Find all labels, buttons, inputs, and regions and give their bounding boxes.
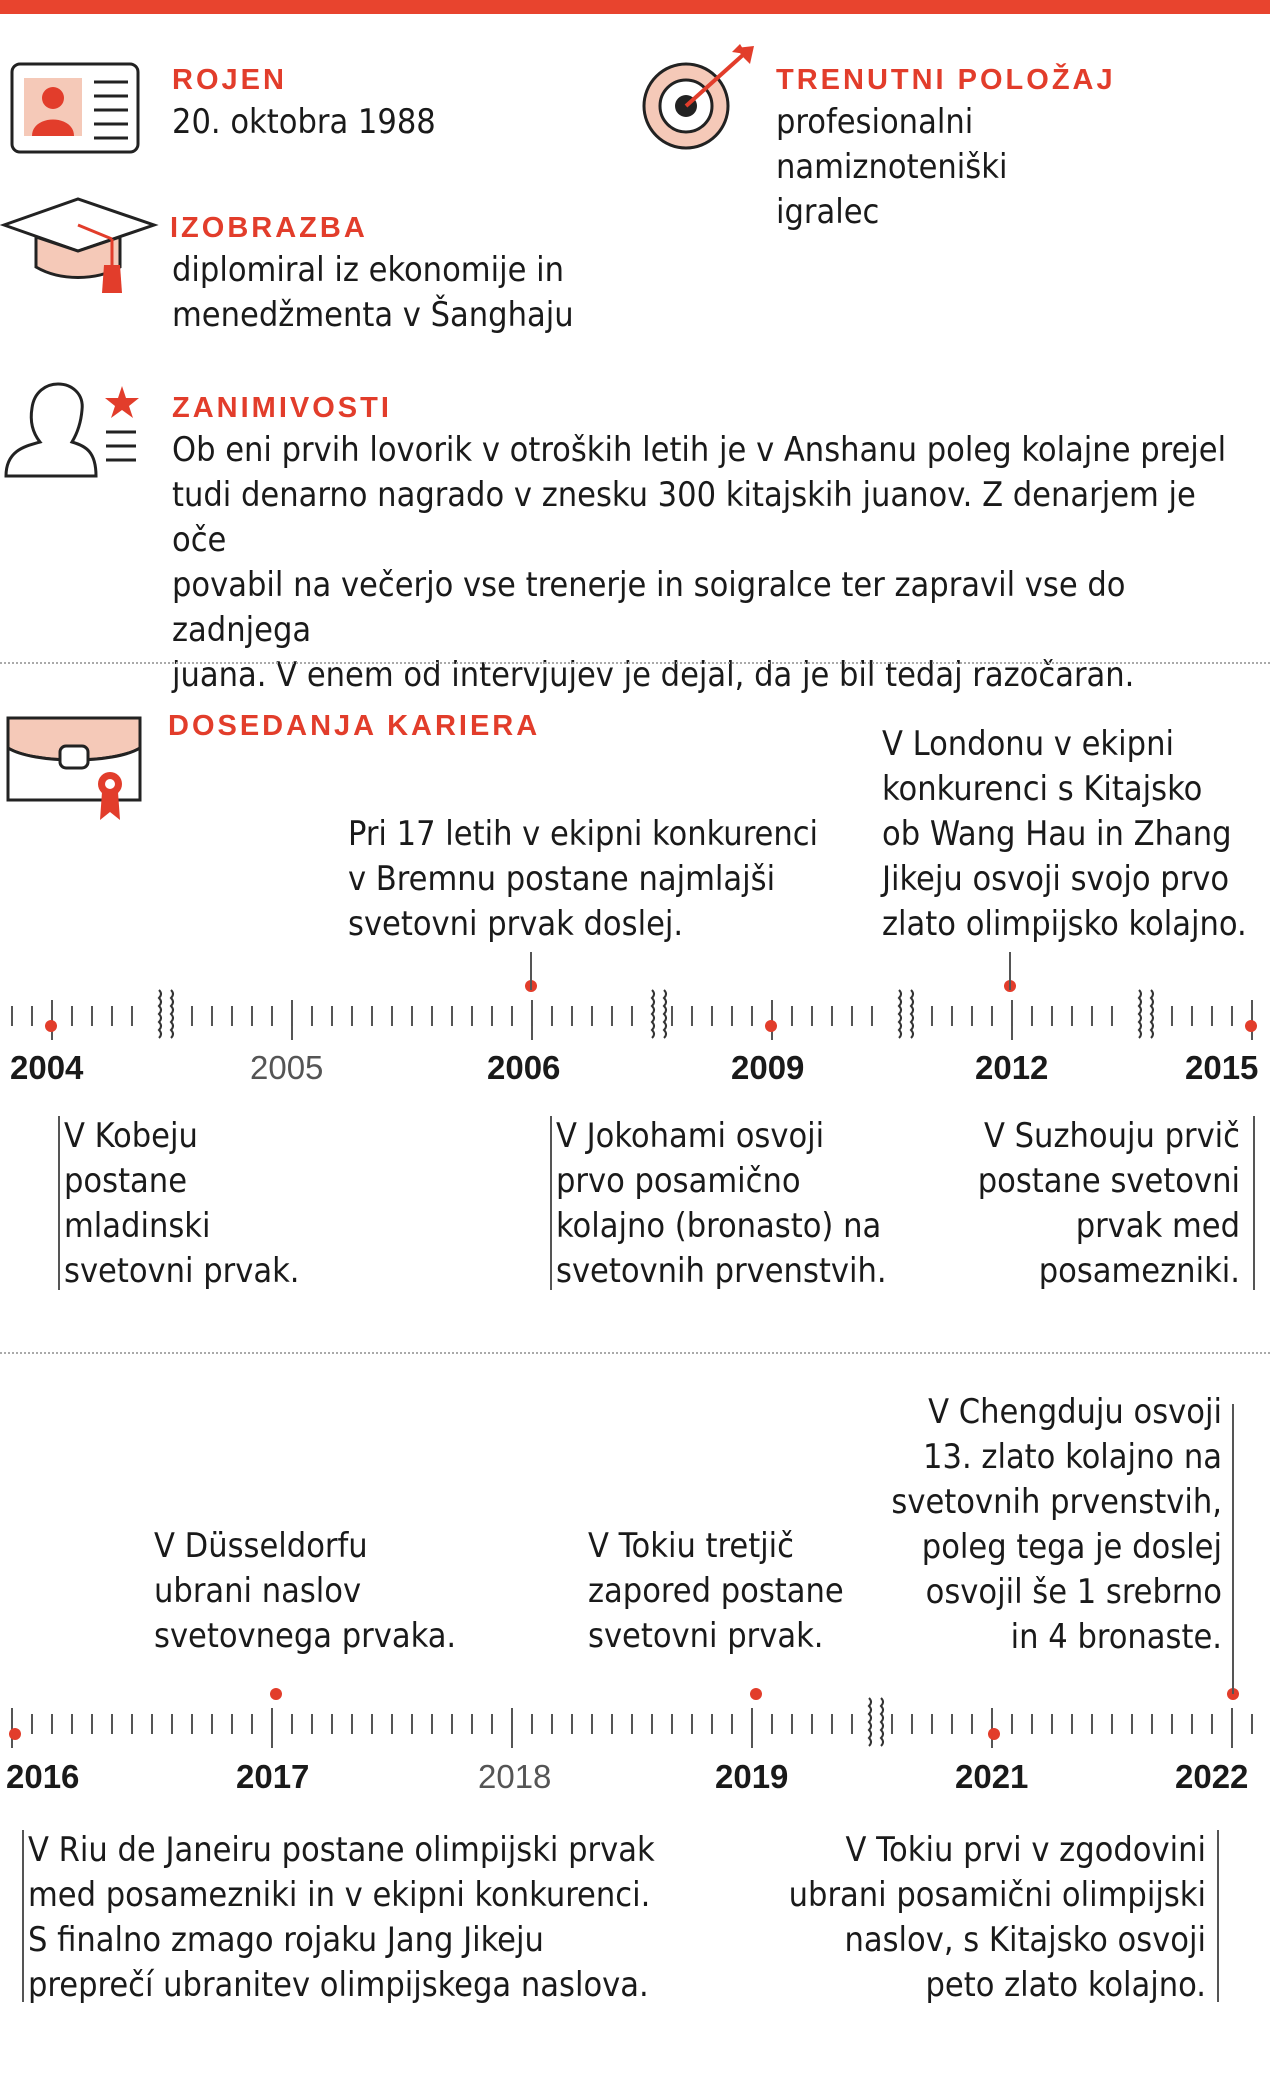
- id-card-icon: [10, 62, 140, 154]
- target-icon: [640, 44, 758, 154]
- education-label: IZOBRAZBA: [170, 212, 368, 244]
- top-accent-bar: [0, 0, 1270, 14]
- position-label: TRENUTNI POLOŽAJ: [776, 64, 1116, 96]
- year-label: 2009: [731, 1049, 805, 1086]
- axis-break-mark: [881, 1698, 883, 1746]
- leader-line: [1009, 952, 1011, 990]
- axis-break-mark: [911, 990, 913, 1038]
- year-label: 2022: [1175, 1758, 1249, 1795]
- leader-line: [550, 1116, 552, 1290]
- axis-break-mark: [171, 990, 173, 1038]
- year-label: 2018: [478, 1758, 552, 1795]
- timeline-dot-2009: [765, 1020, 777, 1032]
- year-label: 2012: [975, 1049, 1049, 1086]
- year-label: 2015: [1185, 1049, 1259, 1086]
- timeline-dot-2016: [9, 1728, 21, 1740]
- axis-break-mark: [664, 990, 666, 1038]
- year-label: 2004: [10, 1049, 84, 1086]
- timeline-row-1: [0, 960, 1270, 1040]
- education-value: diplomiral iz ekonomije in menedžmenta v Šanghaju: [172, 250, 574, 335]
- axis-break-mark: [159, 990, 161, 1038]
- event-2021: V Tokiu prvi v zgodovini ubrani posamični olimpijski naslov, s Kitajsko osvoji peto zlato kolajno.: [788, 1830, 1206, 2005]
- timeline-row-2: [0, 1668, 1270, 1748]
- event-2016: V Riu de Janeiru postane olimpijski prvak med posamezniki in v ekipni konkurenci. S finalno zmago rojaku Jang Jikeju preprečí ubranitev olimpijskega naslova.: [28, 1830, 655, 2005]
- axis-break-mark: [899, 990, 901, 1038]
- event-2009: V Jokohami osvoji prvo posamično kolajno (bronasto) na svetovnih prvenstvih.: [556, 1116, 887, 1291]
- position-value: profesionalni namiznoteniški igralec: [776, 102, 1008, 232]
- event-2019: V Tokiu tretjič zapored postane svetovni prvak.: [588, 1526, 844, 1656]
- event-2017: V Düsseldorfu ubrani naslov svetovnega prvaka.: [154, 1526, 457, 1656]
- leader-line: [22, 1830, 24, 2002]
- event-2015: V Suzhouju prvič postane svetovni prvak med posamezniki.: [977, 1116, 1240, 1291]
- year-label: 2019: [715, 1758, 789, 1795]
- person-star-icon: [2, 380, 142, 480]
- year-label: 2005: [250, 1049, 324, 1086]
- year-label: 2016: [6, 1758, 80, 1795]
- born-label: ROJEN: [172, 64, 287, 96]
- event-2022: V Chengduju osvoji 13. zlato kolajno na svetovnih prvenstvih, poleg tega je doslej osvojil še 1 srebrno in 4 bronaste.: [891, 1392, 1222, 1657]
- event-2012: V Londonu v ekipni konkurenci s Kitajsko ob Wang Hau in Zhang Jikeju osvoji svojo prvo zlato olimpijsko kolajno.: [882, 724, 1247, 944]
- trivia-value: Ob eni prvih lovorik v otroških letih je v Anshanu poleg kolajne prejel tudi denarno nagrado v znesku 300 kitajskih juanov. Z denarjem je oče povabil na večerjo vse trenerje in soigralce ter zapravil vse do zadnjega juana. V enem od intervjujev je dejal, da je bil tedaj razočaran.: [172, 430, 1227, 695]
- timeline-dot-2015: [1245, 1020, 1257, 1032]
- timeline-dot-2019: [750, 1688, 762, 1700]
- timeline-dot-2017: [270, 1688, 282, 1700]
- trivia-label: ZANIMIVOSTI: [172, 392, 392, 424]
- leader-line: [530, 952, 532, 990]
- axis-break-mark: [869, 1698, 871, 1746]
- year-label: 2017: [236, 1758, 310, 1795]
- leader-line: [1217, 1830, 1219, 2002]
- born-value: 20. oktobra 1988: [172, 102, 436, 142]
- section-divider: [0, 1352, 1270, 1354]
- axis-break-mark: [1151, 990, 1153, 1038]
- timeline-dot-2021: [988, 1728, 1000, 1740]
- axis-break-mark: [1139, 990, 1141, 1038]
- leader-line: [58, 1116, 60, 1290]
- timeline-dot-2004: [45, 1020, 57, 1032]
- year-label: 2021: [955, 1758, 1029, 1795]
- graduation-cap-icon: [0, 195, 160, 295]
- event-2006: Pri 17 letih v ekipni konkurenci v Bremnu postane najmlajši svetovni prvak doslej.: [348, 814, 819, 944]
- leader-line: [1232, 1404, 1234, 1694]
- event-2004: V Kobeju postane mladinski svetovni prvak.: [64, 1116, 300, 1291]
- year-label: 2006: [487, 1049, 561, 1086]
- briefcase-icon: [4, 712, 144, 822]
- axis-break-mark: [652, 990, 654, 1038]
- leader-line: [1253, 1116, 1255, 1290]
- career-label: DOSEDANJA KARIERA: [168, 710, 541, 742]
- section-divider: [0, 662, 1270, 664]
